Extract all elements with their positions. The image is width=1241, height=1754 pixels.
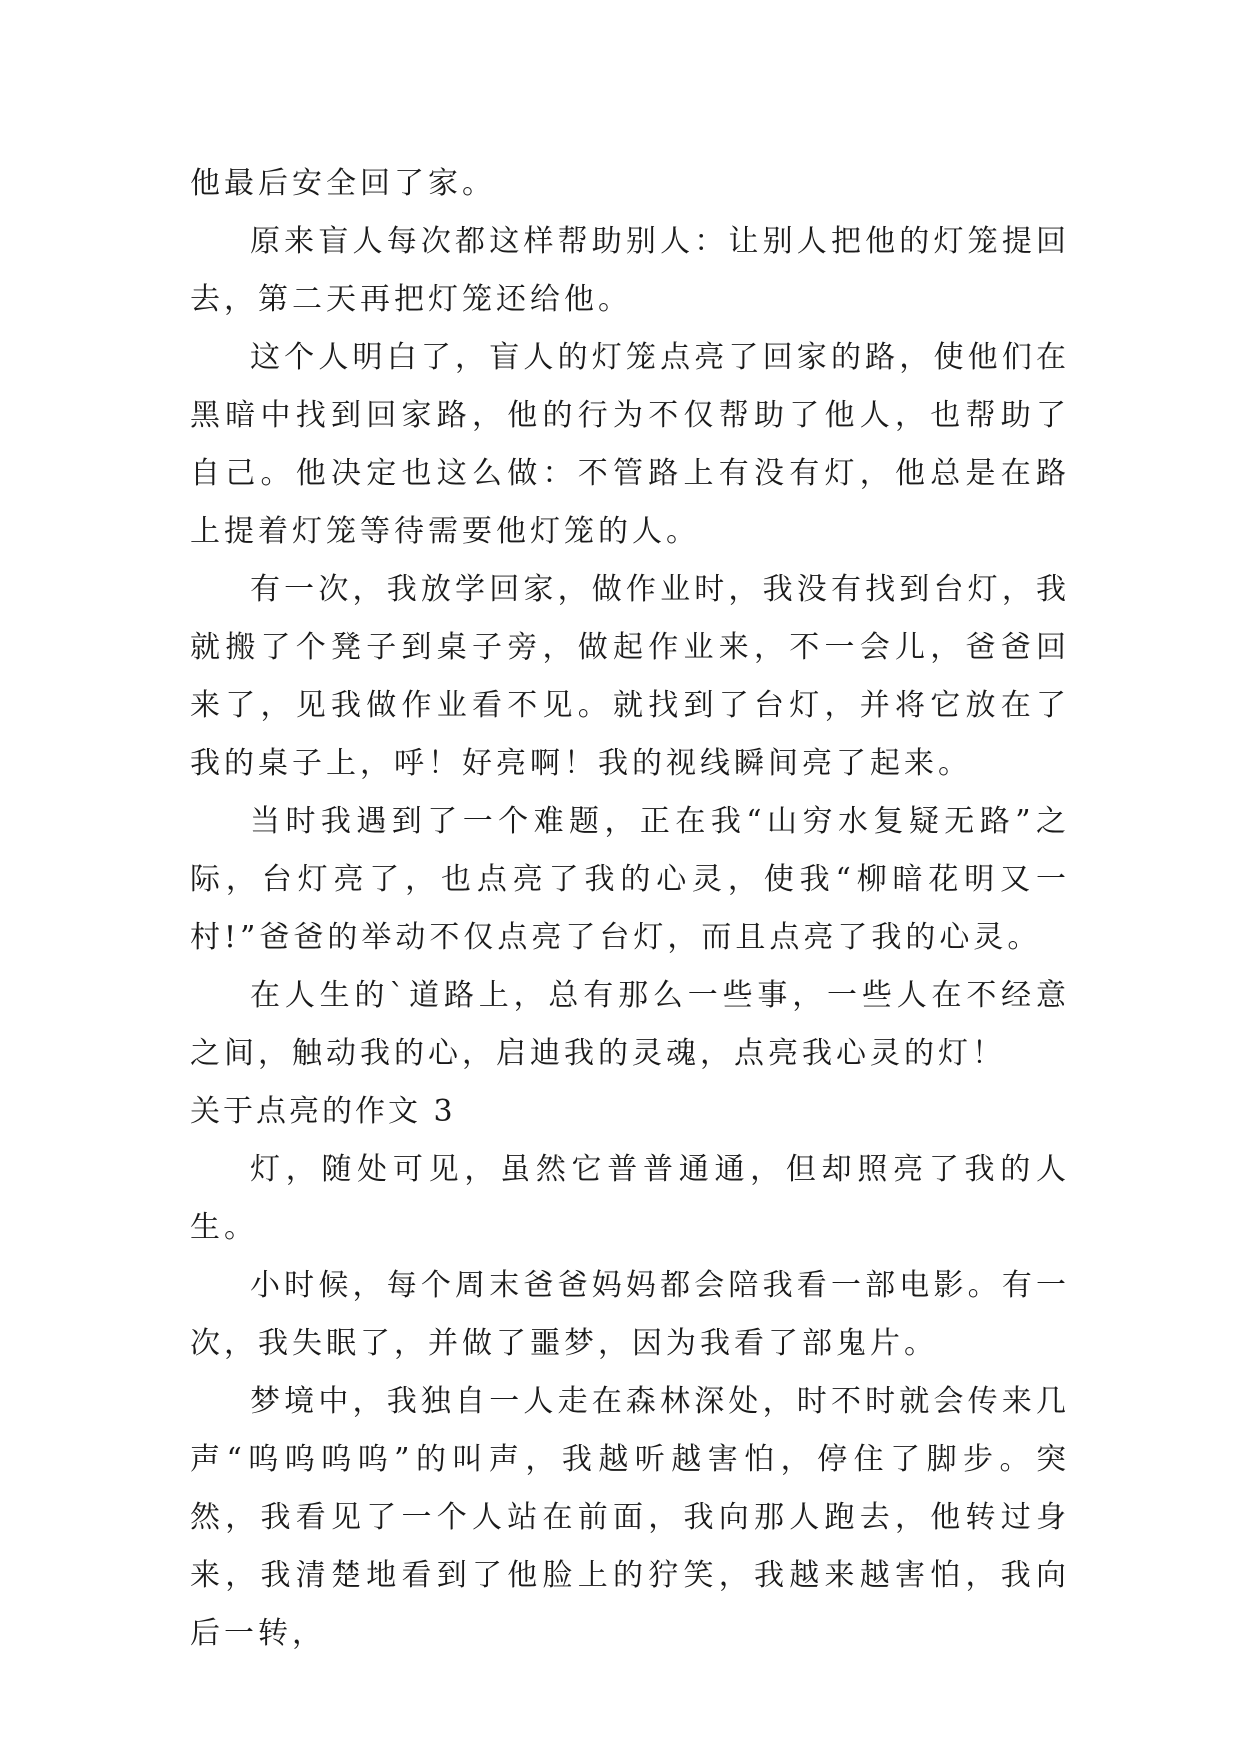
paragraph: 有一次，我放学回家，做作业时，我没有找到台灯，我就搬了个凳子到桌子旁，做起作业来，不一会儿，爸爸回来了，见我做作业看不见。就找到了台灯，并将它放在了我的桌子上，呼！好亮啊！我的视线瞬间亮了起来。: [190, 572, 1070, 781]
paragraph: 当时我遇到了一个难题，正在我“山穷水复疑无路”之际，台灯亮了，也点亮了我的心灵，使我“柳暗花明又一村!”爸爸的举动不仅点亮了台灯，而且点亮了我的心灵。: [190, 804, 1070, 955]
section-heading: 关于点亮的作文 3: [190, 1094, 456, 1129]
document-body: [190, 155, 1070, 1663]
paragraph: 原来盲人每次都这样帮助别人：让别人把他的灯笼提回去，第二天再把灯笼还给他。: [190, 224, 1070, 317]
paragraph: 灯，随处可见，虽然它普普通通，但却照亮了我的人生。: [190, 1152, 1070, 1245]
paragraph: 梦境中，我独自一人走在森林深处，时不时就会传来几声“呜呜呜呜”的叫声，我越听越害怕，停住了脚步。突然，我看见了一个人站在前面，我向那人跑去，他转过身来，我清楚地看到了他脸上的狞笑，我越来越害怕，我向后一转，: [190, 1384, 1070, 1651]
paragraph: 这个人明白了，盲人的灯笼点亮了回家的路，使他们在黑暗中找到回家路，他的行为不仅帮助了他人，也帮助了自己。他决定也这么做：不管路上有没有灯，他总是在路上提着灯笼等待需要他灯笼的人。: [190, 340, 1070, 549]
paragraph: 他最后安全回了家。: [190, 166, 496, 201]
paragraph: 在人生的`道路上，总有那么一些事，一些人在不经意之间，触动我的心，启迪我的灵魂，点亮我心灵的灯！: [190, 978, 1070, 1071]
paragraph: 小时候，每个周末爸爸妈妈都会陪我看一部电影。有一次，我失眠了，并做了噩梦，因为我看了部鬼片。: [190, 1268, 1070, 1361]
